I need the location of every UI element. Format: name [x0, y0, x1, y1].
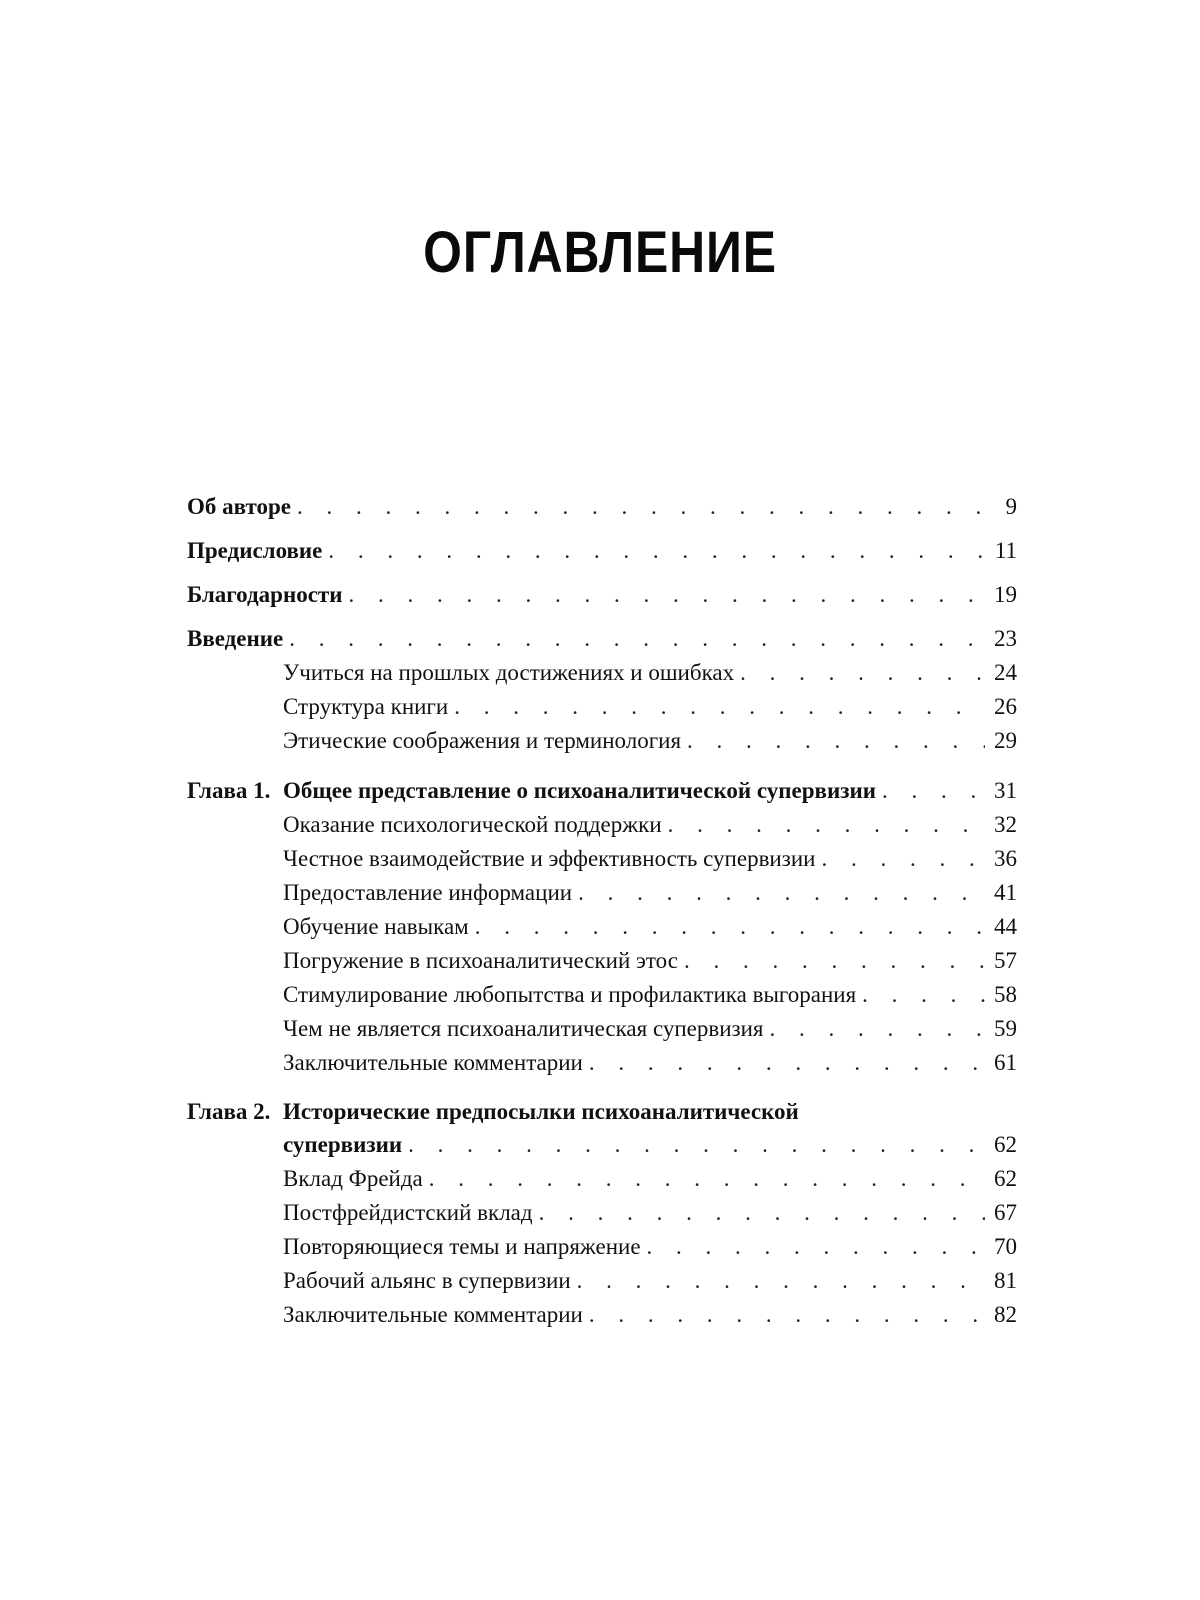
- toc-entry-chapter-2: [187, 1128, 1017, 1162]
- chapter-prefix: Глава 2.: [187, 1099, 271, 1124]
- toc-subentry: [187, 1230, 1017, 1264]
- table-of-contents: [187, 490, 1017, 1332]
- toc-subentry: [187, 876, 1017, 910]
- toc-label: Обучение навыкам: [283, 914, 469, 939]
- dot-leader: [429, 1162, 985, 1196]
- toc-label: Повторяющиеся темы и напряжение: [283, 1234, 641, 1259]
- toc-page-number: 36: [994, 846, 1017, 871]
- toc-page-number: 31: [994, 778, 1017, 803]
- toc-page-number: 58: [994, 982, 1017, 1007]
- toc-subentry: [187, 656, 1017, 690]
- toc-label: Постфрейдистский вклад: [283, 1200, 533, 1225]
- toc-page-number: 32: [994, 812, 1017, 837]
- toc-subentry: [187, 978, 1017, 1012]
- toc-label: Оказание психологической поддержки: [283, 812, 662, 837]
- toc-label: Чем не является психоаналитическая супервизия: [283, 1016, 764, 1041]
- dot-leader: [408, 1128, 985, 1162]
- toc-page-number: 29: [994, 728, 1017, 753]
- toc-page-number: 57: [994, 948, 1017, 973]
- toc-page-number: 41: [994, 880, 1017, 905]
- page-title: ОГЛАВЛЕНИЕ: [423, 220, 777, 285]
- toc-page-number: 9: [1005, 494, 1017, 519]
- toc-page-number: 44: [994, 914, 1017, 939]
- toc-entry-about-author: [187, 490, 1017, 524]
- toc-label: Предоставление информации: [283, 880, 573, 905]
- chapter-title: Общее представление о психоаналитической супервизии: [283, 778, 876, 803]
- dot-leader: [348, 578, 985, 612]
- chapter-title-line-2: супервизии: [283, 1132, 403, 1157]
- toc-label: Стимулирование любопытства и профилактика выгорания: [283, 982, 857, 1007]
- toc-page-number: 59: [994, 1016, 1017, 1041]
- toc-subentry: [187, 1264, 1017, 1298]
- toc-subentry: [187, 1162, 1017, 1196]
- dot-leader: [589, 1298, 985, 1332]
- toc-subentry: [187, 808, 1017, 842]
- chapter-title-line-1: Исторические предпосылки психоаналитической: [283, 1099, 799, 1124]
- dot-leader: [328, 534, 985, 568]
- toc-subentry: [187, 1012, 1017, 1046]
- toc-label: Структура книги: [283, 694, 449, 719]
- toc-page-number: 11: [994, 538, 1017, 563]
- toc-label: [187, 774, 876, 808]
- toc-page-number: 67: [994, 1200, 1017, 1225]
- dot-leader: [687, 724, 985, 758]
- dot-leader: [578, 876, 985, 910]
- toc-subentry: [187, 1196, 1017, 1230]
- toc-label: Предисловие: [187, 538, 323, 563]
- toc-page-number: 61: [994, 1050, 1017, 1075]
- toc-subentry: [187, 724, 1017, 758]
- toc-subentry: [187, 842, 1017, 876]
- toc-page-number: 19: [994, 582, 1017, 607]
- dot-leader: [577, 1264, 985, 1298]
- toc-label: Честное взаимодействие и эффективность супервизии: [283, 846, 816, 871]
- dot-leader: [454, 690, 985, 724]
- dot-leader: [821, 842, 985, 876]
- toc-entry-acknowledgements: [187, 578, 1017, 612]
- toc-entry-introduction: [187, 622, 1017, 656]
- toc-subentry: [187, 944, 1017, 978]
- toc-entry-chapter-2-title: [187, 1096, 1017, 1128]
- toc-page-number: 62: [994, 1166, 1017, 1191]
- dot-leader: [862, 978, 985, 1012]
- dot-leader: [770, 1012, 985, 1046]
- toc-label: Вклад Фрейда: [283, 1166, 423, 1191]
- toc-label: Благодарности: [187, 582, 343, 607]
- dot-leader: [740, 656, 985, 690]
- toc-subentry: [187, 690, 1017, 724]
- toc-page-number: 70: [994, 1234, 1017, 1259]
- toc-entry-preface: [187, 534, 1017, 568]
- dot-leader: [589, 1046, 985, 1080]
- toc-label: Учиться на прошлых достижениях и ошибках: [283, 660, 735, 685]
- toc-label: Заключительные комментарии: [283, 1302, 583, 1327]
- toc-label: Об авторе: [187, 494, 291, 519]
- toc-subentry: [187, 910, 1017, 944]
- dot-leader: [289, 622, 985, 656]
- toc-subentry: [187, 1046, 1017, 1080]
- toc-label: Заключительные комментарии: [283, 1050, 583, 1075]
- dot-leader: [297, 490, 985, 524]
- toc-label: Погружение в психоаналитический этос: [283, 948, 678, 973]
- dot-leader: [647, 1230, 985, 1264]
- dot-leader: [882, 774, 985, 808]
- toc-page-number: 24: [994, 660, 1017, 685]
- toc-page-number: 23: [994, 626, 1017, 651]
- toc-entry-chapter-1: [187, 774, 1017, 808]
- toc-label: Введение: [187, 626, 284, 651]
- toc-page-number: 26: [994, 694, 1017, 719]
- dot-leader: [539, 1196, 985, 1230]
- toc-label: Рабочий альянс в супервизии: [283, 1268, 571, 1293]
- dot-leader: [684, 944, 985, 978]
- toc-page-number: 81: [994, 1268, 1017, 1293]
- dot-leader: [475, 910, 985, 944]
- chapter-prefix: Глава 1.: [187, 778, 271, 803]
- toc-page-number: 82: [994, 1302, 1017, 1327]
- toc-subentry: [187, 1298, 1017, 1332]
- toc-label: Этические соображения и терминология: [283, 728, 682, 753]
- dot-leader: [668, 808, 985, 842]
- toc-page-number: 62: [994, 1132, 1017, 1157]
